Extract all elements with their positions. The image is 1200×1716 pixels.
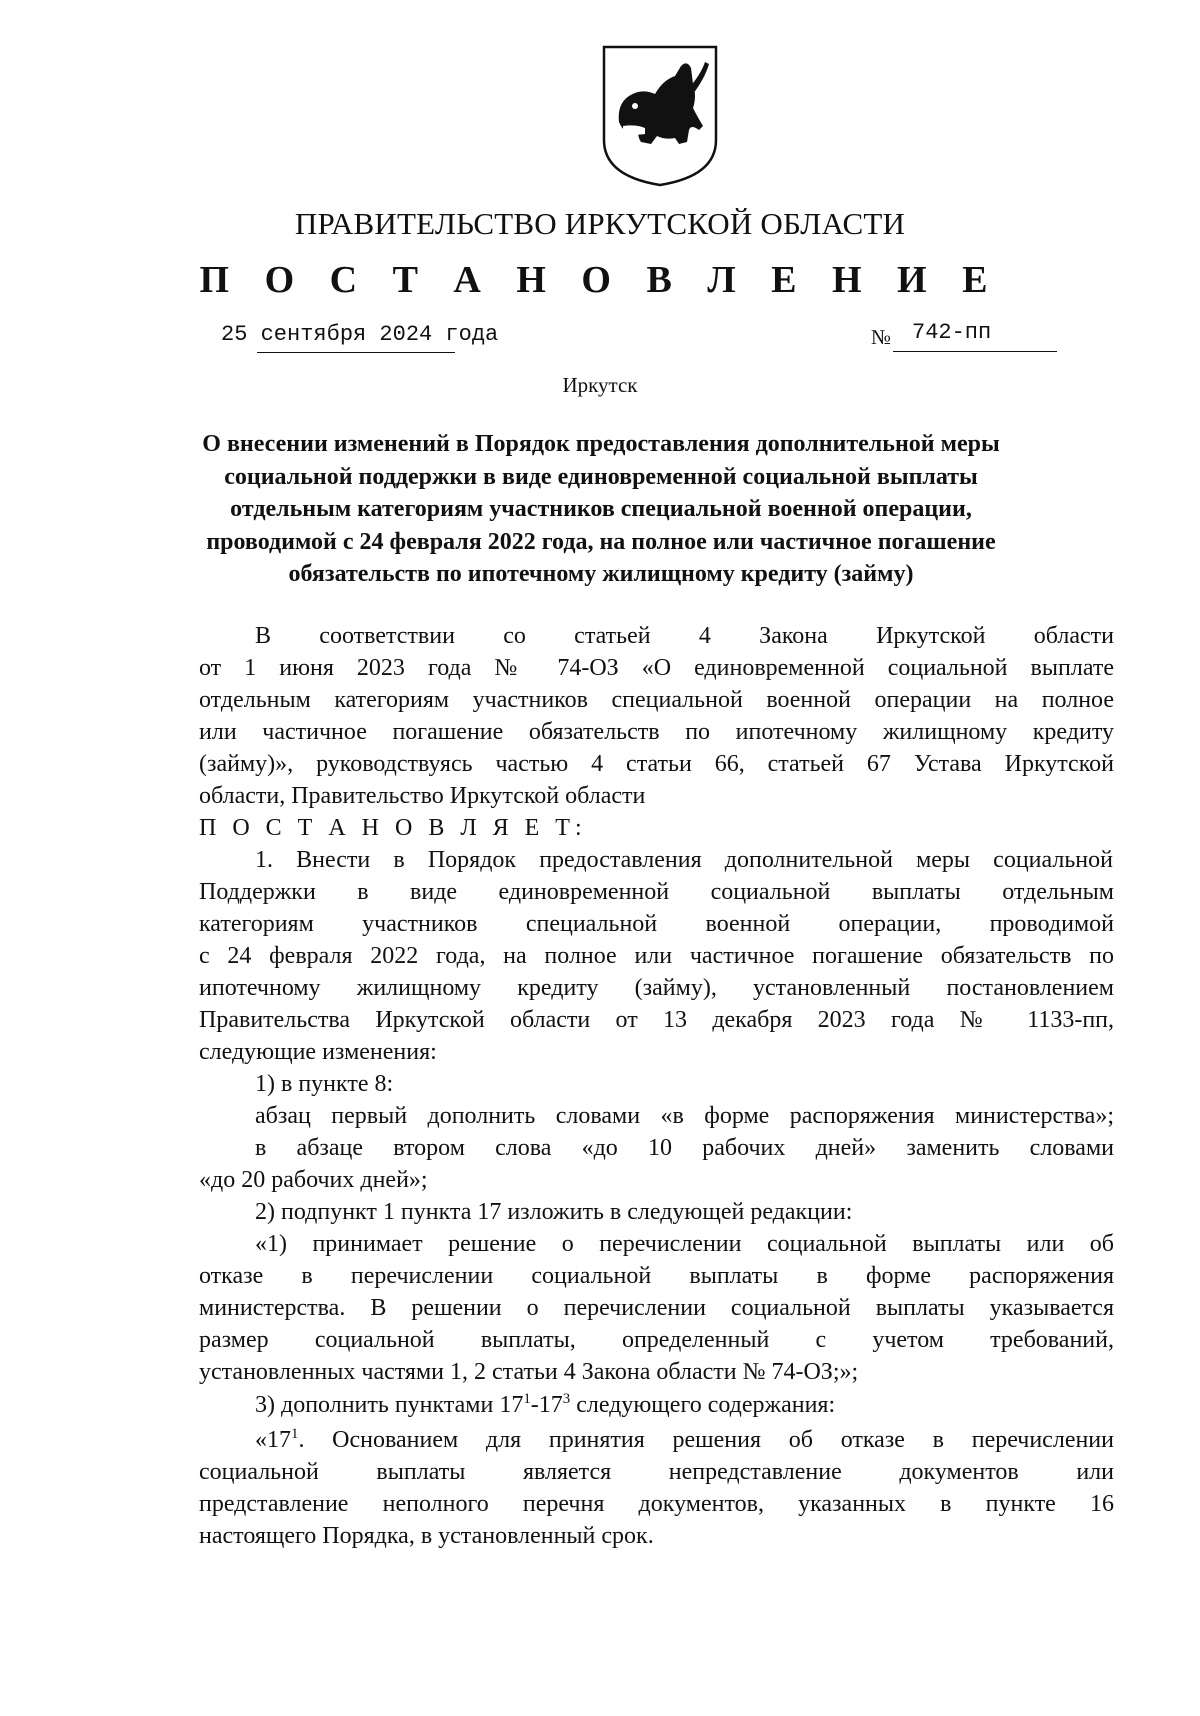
government-name: ПРАВИТЕЛЬСТВО ИРКУТСКОЙ ОБЛАСТИ bbox=[294, 206, 906, 241]
body-line: Поддержки в виде единовременной социальной выплаты отдельным bbox=[199, 879, 1114, 905]
body-line: с 24 февраля 2022 года, на полное или частичное погашение обязательств по bbox=[199, 943, 1114, 969]
title-line: социальной поддержки в виде единовременной социальной выплаты bbox=[224, 463, 978, 490]
document-date: 25 сентября 2024 года bbox=[221, 322, 499, 347]
body-line: категориям участников специальной военной операции, проводимой bbox=[199, 911, 1114, 937]
body-line: В соответствии со статьей 4 Закона Иркутской области bbox=[255, 623, 1114, 649]
body-line: отдельным категориям участников специальной военной операции на полное bbox=[199, 687, 1114, 713]
title-line: обязательств по ипотечному жилищному кредиту (займу) bbox=[288, 561, 914, 587]
number-label: № bbox=[871, 325, 892, 349]
body-line: министерства. В решении о перечислении социальной выплаты указывается bbox=[199, 1295, 1114, 1321]
body-line: «$17^1$. Основанием для принятия решения об отказе в перечислении bbox=[255, 1426, 1114, 1453]
body-line: или частичное погашение обязательств по ипотечному жилищному кредиту bbox=[199, 719, 1114, 745]
body-line: абзац первый дополнить словами «в форме распоряжения министерства»; bbox=[255, 1103, 1114, 1129]
resolution-keyword: П О С Т А Н О В Л Я Е Т: bbox=[199, 815, 587, 841]
body-line: Правительства Иркутской области от 13 декабря 2023 года № 1133-пп, bbox=[199, 1007, 1114, 1033]
body-line: размер социальной выплаты, определенный с учетом требований, bbox=[199, 1327, 1114, 1353]
body-line: представление неполного перечня документов, указанных в пункте 16 bbox=[199, 1491, 1114, 1517]
body-line: «1) принимает решение о перечислении социальной выплаты или об bbox=[255, 1231, 1114, 1257]
title-line: проводимой с 24 февраля 2022 года, на полное или частичное погашение bbox=[206, 528, 996, 555]
document-number: 742-пп bbox=[912, 320, 992, 345]
body-line: отказе в перечислении социальной выплаты в форме распоряжения bbox=[199, 1263, 1114, 1289]
body-line: следующие изменения: bbox=[199, 1039, 437, 1065]
body-line: в абзаце втором слова «до 10 рабочих дней» заменить словами bbox=[255, 1135, 1114, 1161]
document-type-heading: П О С Т А Н О В Л Е Н И Е bbox=[199, 259, 1001, 301]
city-name: Иркутск bbox=[562, 373, 638, 397]
body-line: (займу)», руководствуясь частью 4 статьи 66, статьей 67 Устава Иркутской bbox=[199, 751, 1114, 777]
body-line: установленных частями 1, 2 статьи 4 Закона области № 74-ОЗ;»; bbox=[199, 1359, 859, 1385]
body-line: 1. Внести в Порядок предоставления дополнительной меры социальной bbox=[255, 847, 1113, 873]
body-line: ипотечному жилищному кредиту (займу), установленный постановлением bbox=[199, 975, 1114, 1001]
title-line: отдельным категориям участников специальной военной операции, bbox=[230, 496, 972, 522]
body-line: 3) дополнить пунктами $17^1-17^3$ следующего содержания: bbox=[255, 1391, 836, 1418]
body-line: 2) подпункт 1 пункта 17 изложить в следующей редакции: bbox=[255, 1199, 853, 1225]
body-line: 1) в пункте 8: bbox=[255, 1071, 394, 1097]
title-line: О внесении изменений в Порядок предоставления дополнительной меры bbox=[202, 431, 1000, 457]
body-line: области, Правительство Иркутской области bbox=[199, 783, 646, 809]
body-line: социальной выплаты является непредставление документов или bbox=[199, 1459, 1114, 1485]
body-line: от 1 июня 2023 года № 74-ОЗ «О единовременной социальной выплате bbox=[199, 655, 1114, 681]
body-line: «до 20 рабочих дней»; bbox=[199, 1167, 428, 1193]
body-line: настоящего Порядка, в установленный срок. bbox=[199, 1523, 654, 1549]
